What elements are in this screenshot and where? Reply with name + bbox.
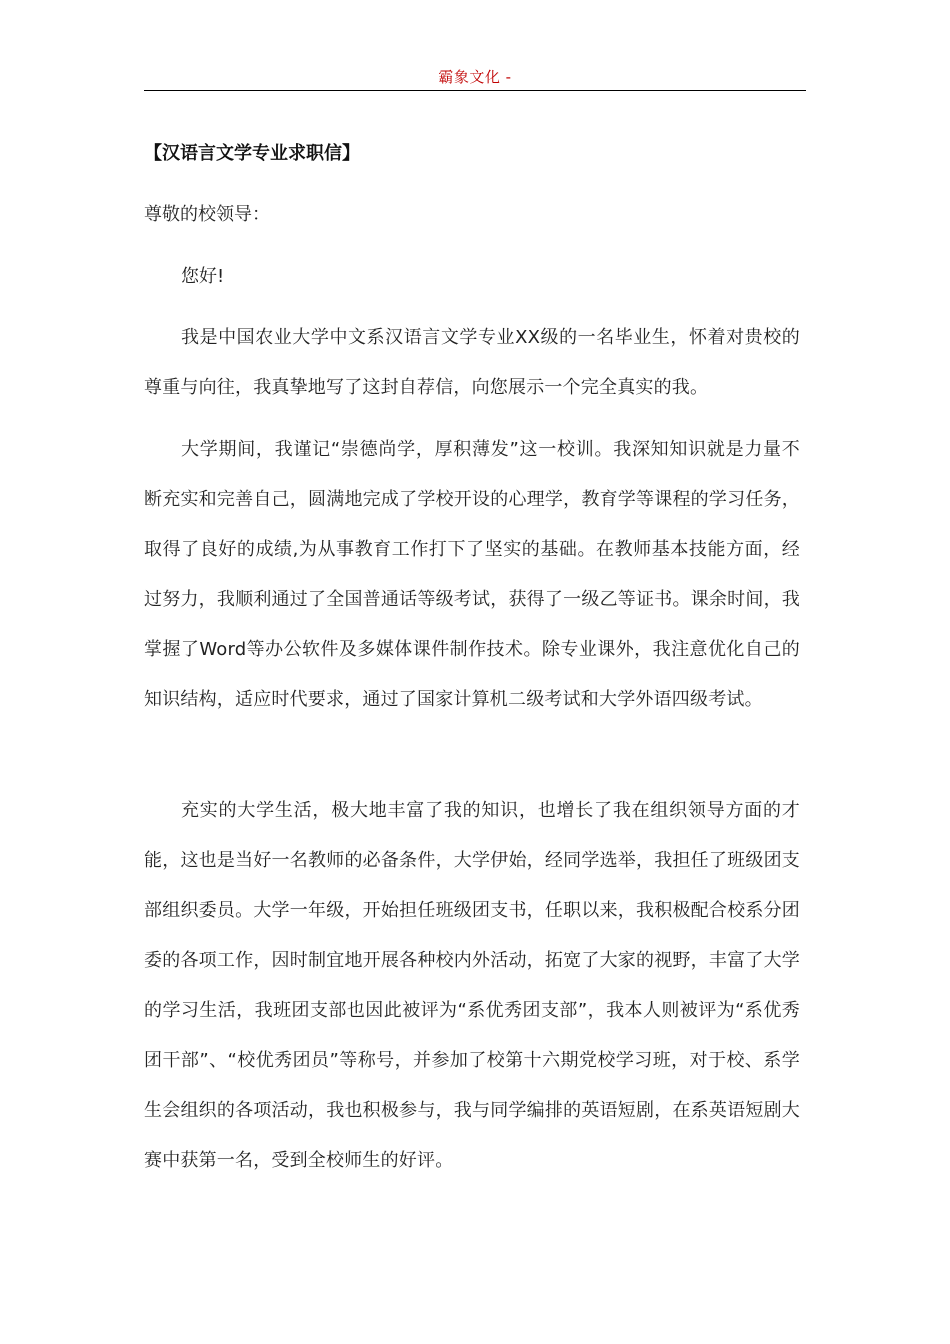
paragraph: 我是中国农业大学中文系汉语言文学专业XX级的一名毕业生，怀着对贵校的尊重与向往，我真挚地写了这封自荐信，向您展示一个完全真实的我。 [144,327,800,398]
document-title: 【汉语言文学专业求职信】 [144,143,360,164]
greeting: 您好! [181,266,225,287]
page-header: 霸象文化 - [438,68,512,86]
salutation: 尊敬的校领导： [144,204,270,225]
paragraph: 充实的大学生活，极大地丰富了我的知识，也增长了我在组织领导方面的才能，这也是当好一名教师的必备条件，大学伊始，经同学选举，我担任了班级团支部组织委员。大学一年级，开始担任班级团支书，任职以来，我积极配合校系分团委的各项工作，因时制宜地开展各种校内外活动，拓宽了大家的视野，丰富了大学的学习生活，我班团支部也因此被评为“系优秀团支部”，我本人则被评为“系优秀团干部”、“校优秀团员”等称号，并参加了校第十六期党校学习班，对于校、系学生会组织的各项活动，我也积极参与，我与同学编排的英语短剧，在系英语短剧大赛中获第一名，受到全校师生的好评。 [144,800,800,1171]
paragraph: 大学期间，我谨记“崇德尚学，厚积薄发”这一校训。我深知知识就是力量不断充实和完善自己，圆满地完成了学校开设的心理学，教育学等课程的学习任务，取得了良好的成绩,为从事教育工作打下了坚实的基础。在教师基本技能方面，经过努力，我顺利通过了全国普通话等级考试，获得了一级乙等证书。课余时间，我掌握了Word等办公软件及多媒体课件制作技术。除专业课外，我注意优化自己的知识结构，适应时代要求，通过了国家计算机二级考试和大学外语四级考试。 [144,439,800,710]
header-divider [144,90,806,91]
